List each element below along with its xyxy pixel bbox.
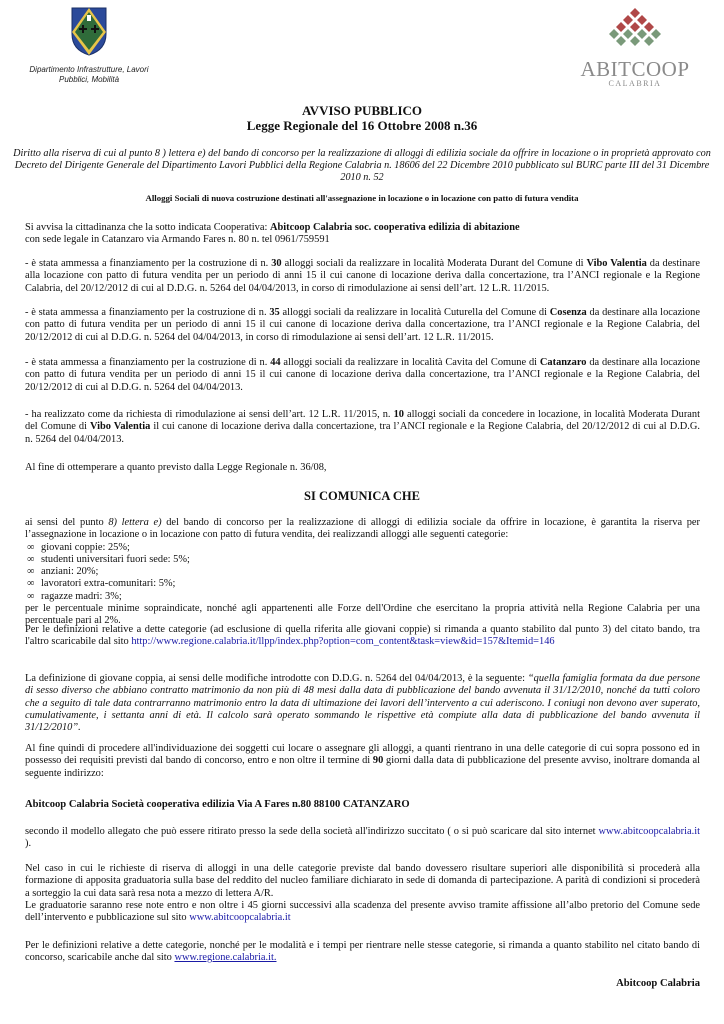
list-item [25,542,700,554]
text: Per le definizioni relative a dette categorie (ad esclusione di quella riferita alle giovani coppie) si rimanda a quanto stabilito dal punto 3) del citato bando, tra l'altro scaricabile dal sito [25,624,700,648]
cooperative-name: Abitcoop Calabria soc. cooperativa edilizia di abitazione [269,222,520,233]
paragraph-definizioni [25,624,700,649]
category-label: lavoratori extra-comunitari: 5%; [41,578,176,590]
paragraph-modello [25,826,700,851]
text: del bando di concorso per la realizzazione di alloggi di edilizia sociale da offrire in locazione, è garantita la riserva per l’assegnazione in locazione o in locazione con patto di futura vendita, dei realizzandi alloggi alle seguenti categorie: [25,517,701,541]
text: ai sensi del punto [25,517,109,528]
text: giorni dalla data di pubblicazione del presente avviso, inoltrare domanda al seguente indirizzo: [25,755,700,779]
paragraph-vibo [25,258,700,295]
regione-site-link[interactable]: www.regione.calabria.it. [174,952,277,964]
abitcoop-logo [604,6,666,52]
text: da destinare alla locazione con patto di futura vendita per un periodo di anni 15 il cui canone di locazione deriva dalla concertazione, tra l’ANCI regionale e la Regione Calabria, del 20/12/2012 di cui al D.D.G. n. 5264 del 04/04/2013, in corso di rimodulazione ai sensi dell’art. 12 L.R. 11/2015. [25,307,700,343]
delivery-address: Abitcoop Calabria Società cooperativa edilizia Via A Fares n.80 88100 CATANZARO [25,799,410,810]
list-item [25,578,700,590]
place-name: Vibo Valentia [586,258,647,269]
paragraph-ottemperare: Al fine di ottemperare a quanto previsto dalla Legge Regionale n. 36/08, [25,462,327,473]
text: - è stata ammessa a finanziamento per la costruzione di n. [25,307,270,318]
list-item [25,554,700,566]
paragraph-cosenza [25,307,700,344]
text: Le graduatorie saranno rese note entro e non oltre i 45 giorni successivi alla scadenza del presente avviso tramite affissione all’albo pretorio del Comune sede dell’intervento e pubblicazione sul sito [25,899,700,924]
section-heading: SI COMUNICA CHE [304,489,420,503]
count: 35 [269,307,280,318]
region-calabria-emblem [66,6,112,56]
text: da destinare alla locazione con patto di futura vendita per un periodo di anni 15 il cui canone di locazione deriva dalla concertazione, tra l’ANCI regionale e la Regione Calabria, del 20/12/2012 di cui al D.D.G. n. 5264 del 04/04/2013, in corso di rimodulazione ai sensi dell’art. 12 L.R. 11/2015. [25,258,701,294]
place-name: Cosenza [549,307,587,318]
text: Al fine quindi di procedere all'individuazione dei soggetti cui locare o assegnare gli alloggi, a quanti rientrano in una delle categorie di cui sopra possono ed in possesso dei requisiti previsti dal bando di concorso, entro e non oltre il termine di [25,743,700,767]
text: - è stata ammessa a finanziamento per la costruzione di n. [25,357,271,368]
paragraph-rimodulazione [25,409,700,446]
intro-paragraph: Diritto alla riserva di cui al punto 8 ) lettera e) del bando di concorso per la realizzazione di alloggi di edilizia sociale da offrire in locazione o in proprietà approvato con Decreto del Dirigente Generale del Dipartimento Lavori Pubblici della Regione Calabria n. 18606 del 22 Dicembre 2010 pubblicato sul BURC parte III del 31 Dicembre 2010 n. 52 [13,148,711,183]
abitcoop-logo-block [560,6,710,88]
text: con sede legale in Catanzaro via Armando Fares n. 80 n. tel 0961/759591 [25,234,330,246]
paragraph-procedere [25,743,700,780]
paragraph-modalita [25,940,700,965]
text: Per le definizioni relative a dette categorie, nonché per le modalità e i tempi per rientrare nelle stesse categorie, si rimanda a quanto stabilito nel citato bando di concorso, scaricabile anche dal sito [25,940,700,964]
place-name: Catanzaro [539,357,587,368]
abitcoop-wordmark: ABITCOOP [580,57,690,81]
days-count: 90 [372,755,384,767]
law-reference: Legge Regionale del 16 Ottobre 2008 n.36 [246,118,478,133]
abitcoop-site-link[interactable]: www.abitcoopcalabria.it [189,912,291,924]
count: 10 [393,409,404,420]
text: alloggi sociali da concedere in locazione, in località Moderata Durant del Comune di [25,409,700,433]
text: - ha realizzato come da richiesta di rimodulazione ai sensi dell’art. 12 L.R. 11/2015, n. [25,409,394,420]
list-item [25,591,700,603]
count: 30 [271,258,282,269]
text: - è stata ammessa a finanziamento per la costruzione di n. [25,258,272,269]
notice-title: AVVISO PUBBLICO [301,103,423,118]
text: alloggi sociali da realizzare in località Cuturella del Comune di [279,307,550,318]
paragraph-graduatoria [25,863,700,924]
signature: Abitcoop Calabria [616,978,700,989]
abitcoop-site-link[interactable]: www.abitcoopcalabria.it [598,826,700,837]
place-name: Vibo Valentia [89,421,151,433]
text: per le percentuale minime sopraindicate, nonché agli appartenenti alle Forze dell'Ordine che esercitano la propria attività nella Regione Calabria per una percentuale pari al 2%. [25,603,700,627]
text: alloggi sociali da realizzare in località Moderata Durant del Comune di [281,258,587,269]
text: ). [25,838,32,850]
category-list [25,542,700,603]
category-label: anziani: 20%; [41,566,99,578]
paragraph-catanzaro [25,357,700,394]
text: Si avvisa la cittadinanza che la sotto indicata Cooperativa: [25,222,270,233]
regione-link[interactable]: http://www.regione.calabria.it/llpp/index.php?option=com_content&task=view&id=157&Itemid=146 [131,636,555,648]
count: 44 [270,357,281,368]
text: La definizione di giovane coppia, ai sensi delle modifiche introdotte con D.D.G. n. 5264 del 04/04/2013, è la seguente: [25,673,528,684]
text: alloggi sociali da realizzare in località Cavita del Comune di [280,357,540,368]
category-label: studenti universitari fuori sede: 5%; [41,553,190,565]
subtitle: Alloggi Sociali di nuova costruzione destinati all'assegnazione in locazione o in locazione con patto di futura vendita [145,193,579,203]
region-header [14,6,164,85]
abitcoop-subtitle: CALABRIA [608,79,662,88]
definition-quote: “quella famiglia formata da due persone di sesso diverso che abbiano contratto matrimonio da non più di 48 mesi dalla data di pubblicazione del bando avvenuta il 31/12/2010, nonché da tutti coloro che a seguito di tale data contrarranno matrimonio entro la data di ultimazione dei lavori dell’intervento a cui aderiscono. I coniugi non devono aver superato, cumulativamente, i settanta anni di età. Il calcolo sarà operato sommando le rispettive età compiute alla data di pubblicazione del bando avvenuta il 31/12/2010”. [25,673,700,734]
category-label: ragazze madri: 3%; [41,590,122,602]
text: da destinare alla locazione con patto di futura vendita per un periodo di anni 15 il cui canone di locazione deriva dalla concertazione, tra l’ANCI regionale e la Regione Calabria, del 20/12/2012 di cui al D.D.G. n. 5264 del 04/04/2013. [25,357,701,393]
bullet-icon: ∞ [27,566,35,578]
category-label: giovani coppie: 25%; [41,541,130,553]
text: 8) lettera e) [108,517,162,528]
list-item [25,566,700,578]
bullet-icon: ∞ [27,541,35,553]
text: secondo il modello allegato che può essere ritirato presso la sede della società all'indirizzo succitato ( o si può scaricare dal sito internet [25,826,599,837]
bullet-icon: ∞ [27,590,35,602]
paragraph-categories [25,517,700,628]
paragraph-cooperative [25,222,700,247]
bullet-icon: ∞ [27,578,35,590]
bullet-icon: ∞ [27,553,35,565]
text: Nel caso in cui le richieste di riserva di alloggi in una delle categorie previste dal bando dovessero risultare superiori alle disponibilità si procederà alla formazione di apposita graduatoria sulla base del reddito del nucleo familiare dichiarato in sede di domanda di partecipazione. A parità di condizioni si procederà a sorteggio la cui data sarà resa nota a mezzo di lettera A/R. [25,863,700,899]
department-name: Dipartimento Infrastrutture, Lavori Pubblici, Mobilità [29,65,149,84]
paragraph-giovane-coppia [25,673,700,734]
text: il cui canone di locazione deriva dalla concertazione, tra l’ANCI regionale e la Regione Calabria, del 20/12/2012 di cui al D.D.G. n. 5264 del 04/04/2013. [25,421,700,445]
